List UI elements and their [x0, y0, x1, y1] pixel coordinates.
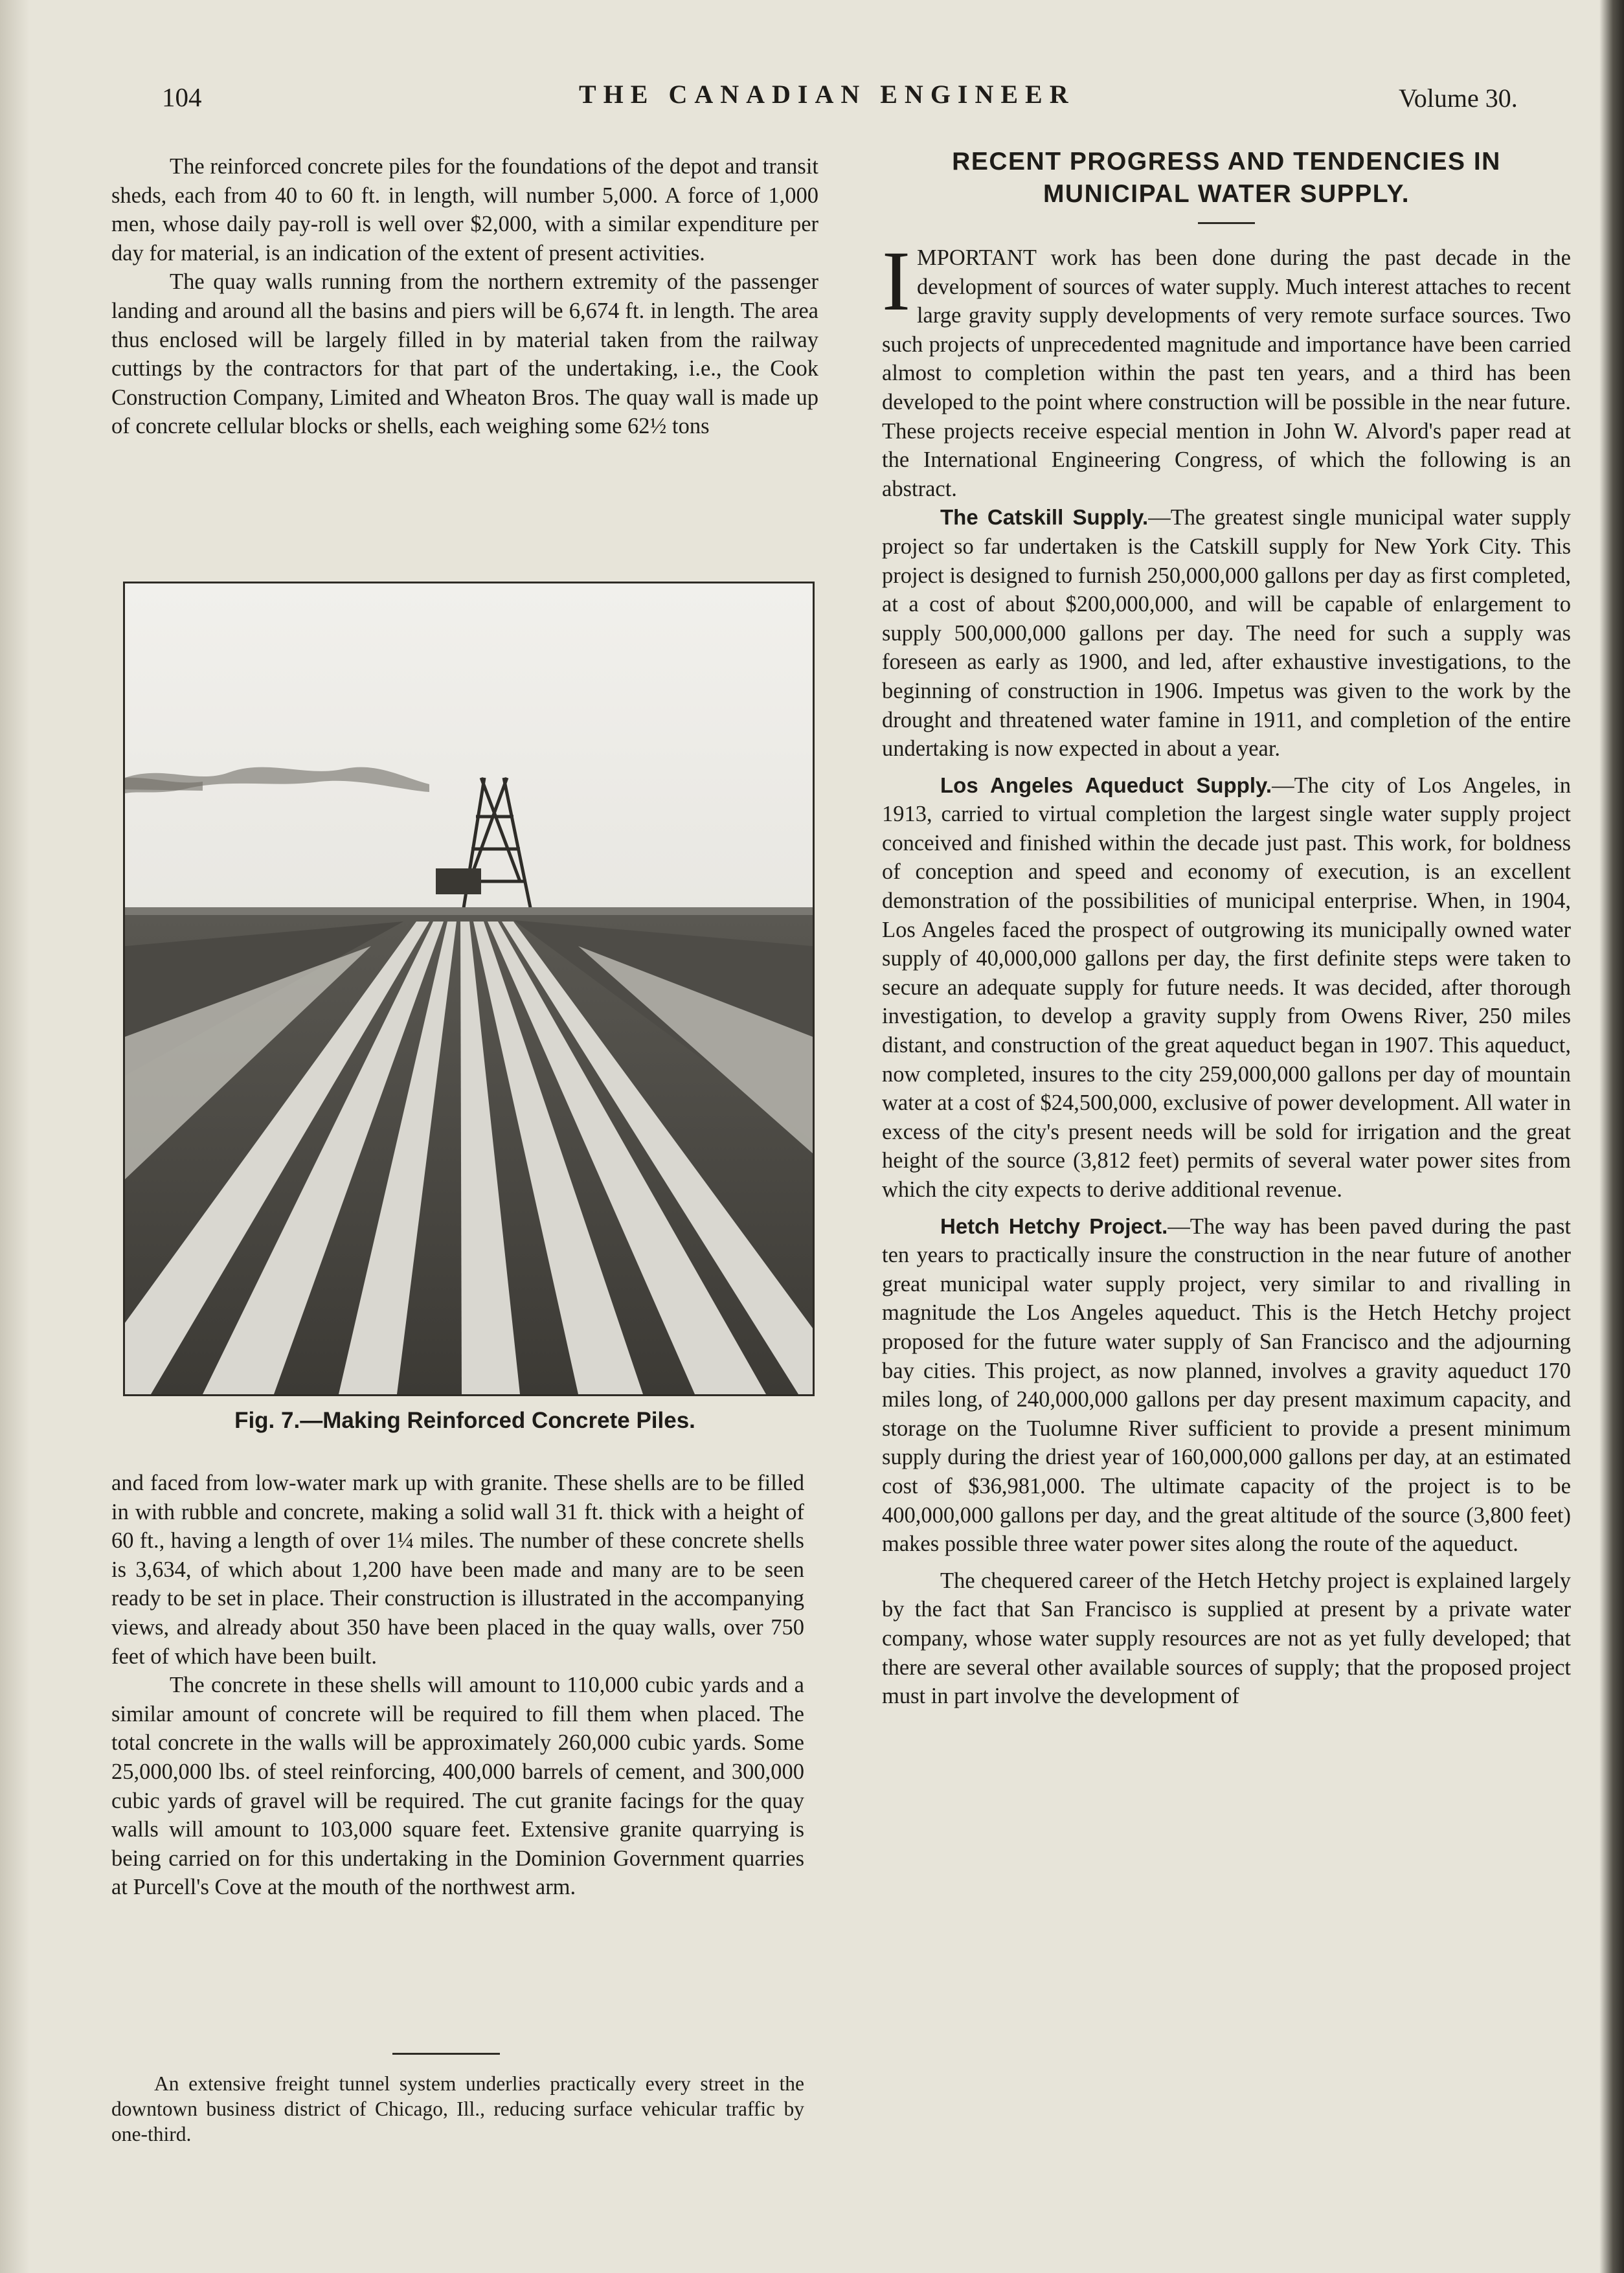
paragraph: and faced from low-water mark up with granite. These shells are to be filled in with rubble and concrete, making a solid wall 31 ft. thick with a height of 60 ft., having a length of over 1¼ miles. The number of these concrete shells is 3,634, of which about 1,200 have been made and many are to be seen ready to be set in place. Their construction is illustrated in the accompanying views, and already about 350 have been placed in the quay walls, over 750 feet of which have been built.	[111, 1471, 804, 1669]
volume-label: Volume 30.	[1399, 84, 1518, 113]
article-title: RECENT PROGRESS AND TENDENCIES IN MUNICIPAL WATER SUPPLY.	[952, 148, 1501, 208]
page-edge-shadow	[1599, 0, 1624, 2273]
footnote-text: An extensive freight tunnel system underlies practically every street in the downtown business district of Chicago, Ill., reducing surface vehicular traffic by one-third.	[111, 2072, 804, 2145]
title-divider	[1198, 222, 1255, 224]
journal-title: THE CANADIAN ENGINEER	[579, 80, 1076, 109]
right-column-article	[882, 146, 1571, 1711]
drop-cap: I	[882, 233, 910, 328]
page-number: 104	[162, 82, 202, 112]
footnote-divider	[392, 2053, 500, 2055]
footnote	[111, 2071, 804, 2147]
figure-caption: Fig. 7.—Making Reinforced Concrete Piles.	[234, 1408, 695, 1433]
page-binding-shadow	[0, 0, 30, 2273]
section-text: —The way has been paved during the past ten years to practically insure the construction in the near future of another great municipal water supply project, very similar to and rivalling in magnitude the Los Angeles aqueduct. This is the Hetch Hetchy project proposed for the future water supply of San Francisco and the adjourning bay cities. This project, as now planned, involves a gravity aqueduct 170 miles long, of 240,000,000 gallons per day present maximum capacity, and storage on the Tuolumne River sufficient to provide a present minimum supply during the driest year of 160,000,000 gallons per day, at an estimated cost of $36,981,000. The ultimate capacity of the project is to be 400,000,000 gallons per day, and the great altitude of the source (3,800 feet) makes possible three water power sites along the route of the aqueduct.	[882, 1214, 1571, 1557]
left-column-bottom	[111, 1469, 804, 1902]
page-header	[0, 79, 1624, 124]
section-heading: The Catskill Supply.	[940, 505, 1149, 530]
section-heading: Los Angeles Aqueduct Supply.	[940, 773, 1272, 797]
section-catskill	[882, 503, 1571, 763]
intro-text: MPORTANT work has been done during the past decade in the development of sources of water supply. Much interest attaches to recent large gravity supply developments of very remote surface sources. Two such projects of unprecedented magnitude and importance have been carried almost to completion within the past ten years, and a third has been developed to the point where construction will be possible in the near future. These projects receive especial mention in John W. Alvord's paper read at the International Engineering Congress, of which the following is an abstract.	[882, 245, 1571, 501]
section-heading: Hetch Hetchy Project.	[940, 1214, 1168, 1238]
figure-photo-concrete-piles	[123, 582, 815, 1396]
section-los-angeles	[882, 771, 1571, 1204]
paragraph: The concrete in these shells will amount to 110,000 cubic yards and a similar amount of concrete will be required to fill them when placed. The total concrete in the walls will be approximately 260,000 cubic yards. Some 25,000,000 lbs. of steel reinforcing, 400,000 barrels of cement, and 300,000 cubic yards of gravel will be required. The cut granite facings for the quay walls will amount to 103,000 square feet. Extensive granite quarrying is being carried on for this undertaking in the Dominion Government quarries at Purcell's Cove at the mouth of the northwest arm.	[111, 1673, 804, 1900]
photo-illustration	[125, 583, 813, 1394]
section-hetch-hetchy	[882, 1212, 1571, 1559]
closing-paragraph: The chequered career of the Hetch Hetchy project is explained largely by the fact that San Francisco is supplied at present by a private water company, whose water supply resources are not as yet fully developed; that there are several other available sources of supply; that the proposed project must in part involve the development of	[882, 1568, 1571, 1709]
intro-paragraph	[882, 233, 1571, 503]
section-text: —The city of Los Angeles, in 1913, carried to virtual completion the largest single water supply project conceived and finished within the decade just past. This work, for boldness of conception and speed and economy of execution, is an excellent demonstration of the possibilities of municipal enterprise. When, in 1904, Los Angeles faced the prospect of outgrowing its municipally owned water supply of 40,000,000 gallons per day, the first definite steps were taken to secure an adequate supply for future needs. It was decided, after thorough investigation, to develop a gravity supply from Owens River, 250 miles distant, and construction of the great aqueduct began in 1907. This aqueduct, now completed, insures to the city 259,000,000 gallons per day of mountain water at a cost of $24,500,000, exclusive of power development. All water in excess of the city's present needs will be sold for irrigation and the great height of the source (3,812 feet) permits of several water power sites from which the city expects to derive additional revenue.	[882, 773, 1571, 1202]
paragraph: The quay walls running from the northern extremity of the passenger landing and around all the basins and piers will be 6,674 ft. in length. The area thus enclosed will be largely filled in by material taken from the railway cuttings by the contractors for that part of the undertaking, i.e., the Cook Construction Company, Limited and Wheaton Bros. The quay wall is made up of concrete cellular blocks or shells, each weighing some 62½ tons	[111, 269, 818, 439]
section-text: —The greatest single municipal water supply project so far undertaken is the Catskill supply for New York City. This project is designed to furnish 250,000,000 gallons per day as first completed, at a cost of about $200,000,000, and will be capable of enlargement to supply 500,000,000 gallons per day. The need for such a supply was foreseen as early as 1900, and led, after exhaustive investigations, to the beginning of construction in 1906. Impetus was given to the work by the drought and threatened water famine in 1911, and completion of the entire undertaking is now expected in about a year.	[882, 505, 1571, 762]
left-column-top	[111, 152, 818, 441]
paragraph: The reinforced concrete piles for the foundations of the depot and transit sheds, each from 40 to 60 ft. in length, will number 5,000. A force of 1,000 men, whose daily pay-roll is well over $2,000, with a similar expenditure per day for material, is an indication of the extent of present activities.	[111, 154, 818, 266]
